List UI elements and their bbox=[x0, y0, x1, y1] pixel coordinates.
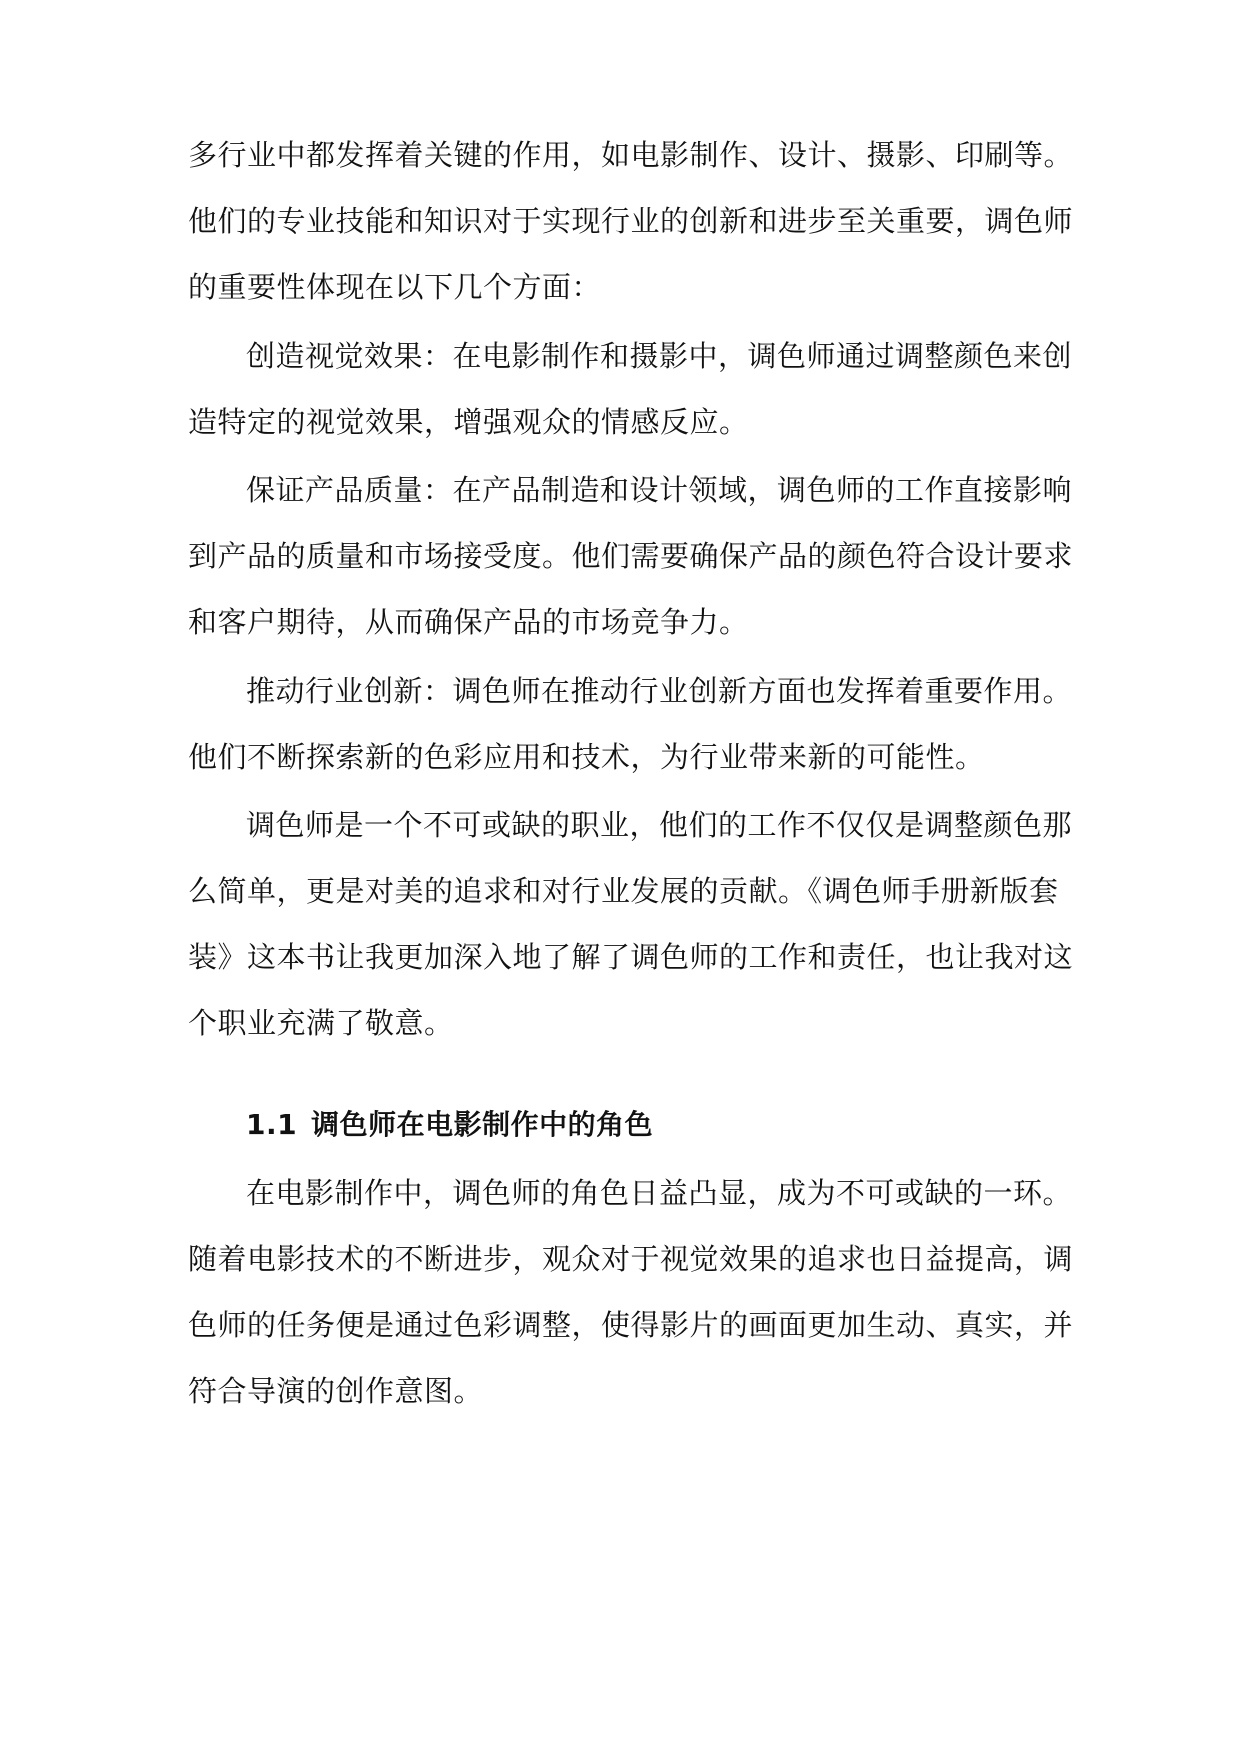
body-line: 在电影制作中，调色师的角色日益凸显，成为不可或缺的一环。 bbox=[246, 1176, 1073, 1210]
body-line: 随着电影技术的不断进步，观众对于视觉效果的追求也日益提高，调 bbox=[188, 1242, 1074, 1276]
section-title: 调色师在电影制作中的角色 bbox=[311, 1108, 654, 1141]
body-line: 么简单，更是对美的追求和对行业发展的贡献。《调色师手册新版套 bbox=[188, 874, 1059, 908]
body-line: 创造视觉效果：在电影制作和摄影中，调色师通过调整颜色来创 bbox=[246, 339, 1073, 373]
body-line: 他们不断探索新的色彩应用和技术，为行业带来新的可能性。 bbox=[188, 740, 985, 774]
body-line: 推动行业创新：调色师在推动行业创新方面也发挥着重要作用。 bbox=[246, 674, 1073, 708]
body-line: 到产品的质量和市场接受度。他们需要确保产品的颜色符合设计要求 bbox=[188, 539, 1074, 573]
body-line: 和客户期待，从而确保产品的市场竞争力。 bbox=[188, 605, 749, 639]
body-line: 色师的任务便是通过色彩调整，使得影片的画面更加生动、真实，并 bbox=[188, 1308, 1074, 1342]
body-line: 符合导演的创作意图。 bbox=[188, 1374, 484, 1408]
body-line: 多行业中都发挥着关键的作用，如电影制作、设计、摄影、印刷等。 bbox=[188, 138, 1074, 172]
body-line: 保证产品质量：在产品制造和设计领域，调色师的工作直接影响 bbox=[246, 473, 1073, 507]
body-line: 的重要性体现在以下几个方面： bbox=[188, 270, 602, 304]
body-line: 个职业充满了敬意。 bbox=[188, 1006, 454, 1040]
section-number: 1.1 bbox=[246, 1108, 298, 1141]
body-line: 装》这本书让我更加深入地了解了调色师的工作和责任，也让我对这 bbox=[188, 940, 1074, 974]
body-line: 调色师是一个不可或缺的职业，他们的工作不仅仅是调整颜色那 bbox=[246, 808, 1073, 842]
section-heading bbox=[246, 1105, 1116, 1145]
body-line: 他们的专业技能和知识对于实现行业的创新和进步至关重要，调色师 bbox=[188, 204, 1074, 238]
body-line: 造特定的视觉效果，增强观众的情感反应。 bbox=[188, 405, 749, 439]
